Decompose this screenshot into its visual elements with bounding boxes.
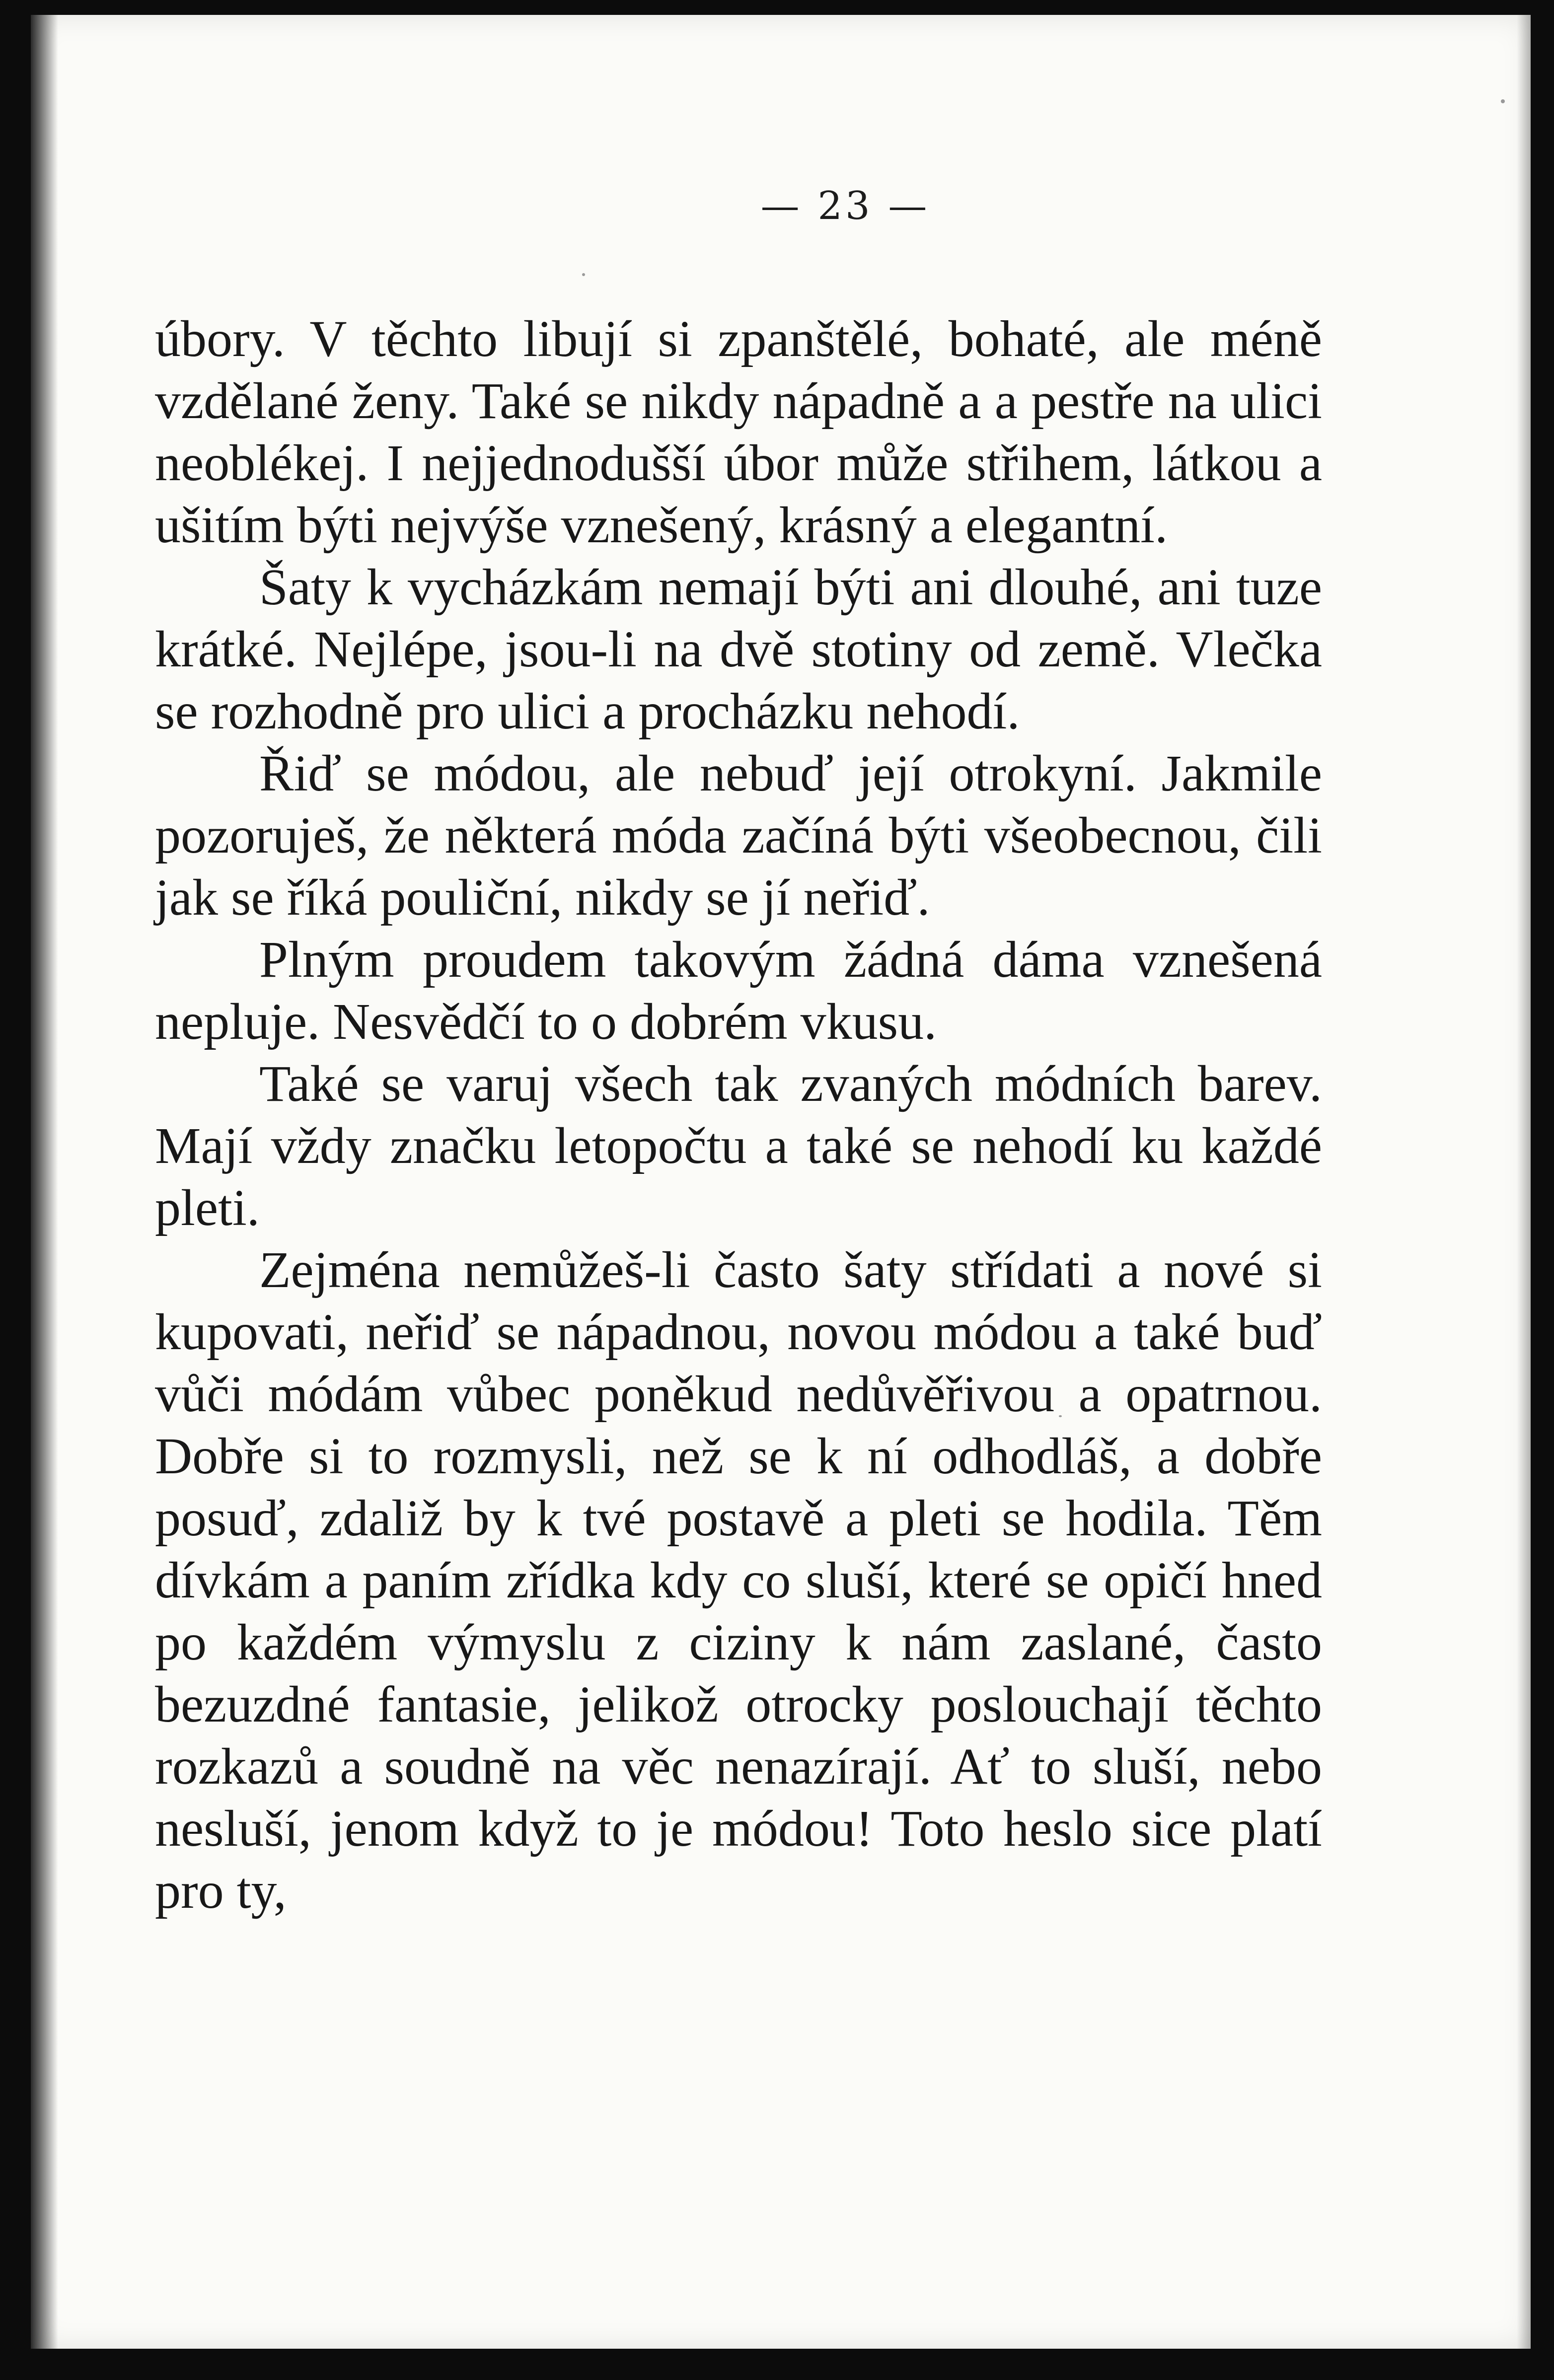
paragraph: úbory. V těchto libují si zpanštělé, bohaté, ale méně vzdělané ženy. Také se nikdy nápadně a a pestře na ulici neoblékej. I nejjednodušší úbor může střihem, látkou a ušitím býti nejvýše vznešený, krásný a elegantní. [155,310,1322,554]
page-edge [1517,15,1531,2349]
paragraph: Také se varuj všech tak zvaných módních barev. Mají vždy značku letopočtu a také se nehodí ku každé pleti. [155,1055,1322,1236]
body-text [155,308,1322,1922]
book-page [31,15,1531,2349]
paragraph: Plným proudem takovým žádná dáma vznešená nepluje. Nesvědčí to o dobrém vkusu. [155,931,1322,1050]
paragraph: Řiď se módou, ale nebuď její otrokyní. Jakmile pozoruješ, že některá móda začíná býti všeobecnou, čili jak se říká pouliční, nikdy se jí neřiď. [155,745,1322,926]
paper-speck [1501,99,1505,103]
paragraph: Zejména nemůžeš-li často šaty střídati a nové si kupovati, neřiď se nápadnou, novou módou a také buď vůči módám vůbec poněkud nedůvěřivou a opatrnou. Dobře si to rozmysli, než se k ní odhodláš, a dobře posuď, zdaliž by k tvé postavě a pleti se hodila. Těm dívkám a paním zřídka kdy co sluší, které se opičí hned po každém výmyslu z ciziny k nám zaslané, často bezuzdné fantasie, jelikož otrocky poslouchají těchto rozkazů a soudně na věc nenazírají. Ať to sluší, nebo nesluší, jenom když to je módou! Toto heslo sice platí pro ty, [155,1241,1322,1919]
paper-speck [582,273,585,276]
binding-shadow [31,15,58,2349]
paragraph: Šaty k vycházkám nemají býti ani dlouhé, ani tuze krátké. Nejlépe, jsou-li na dvě stotiny od země. Vlečka se rozhodně pro ulici a procházku nehodí. [155,559,1322,740]
page-number: — 23 — [760,184,930,228]
